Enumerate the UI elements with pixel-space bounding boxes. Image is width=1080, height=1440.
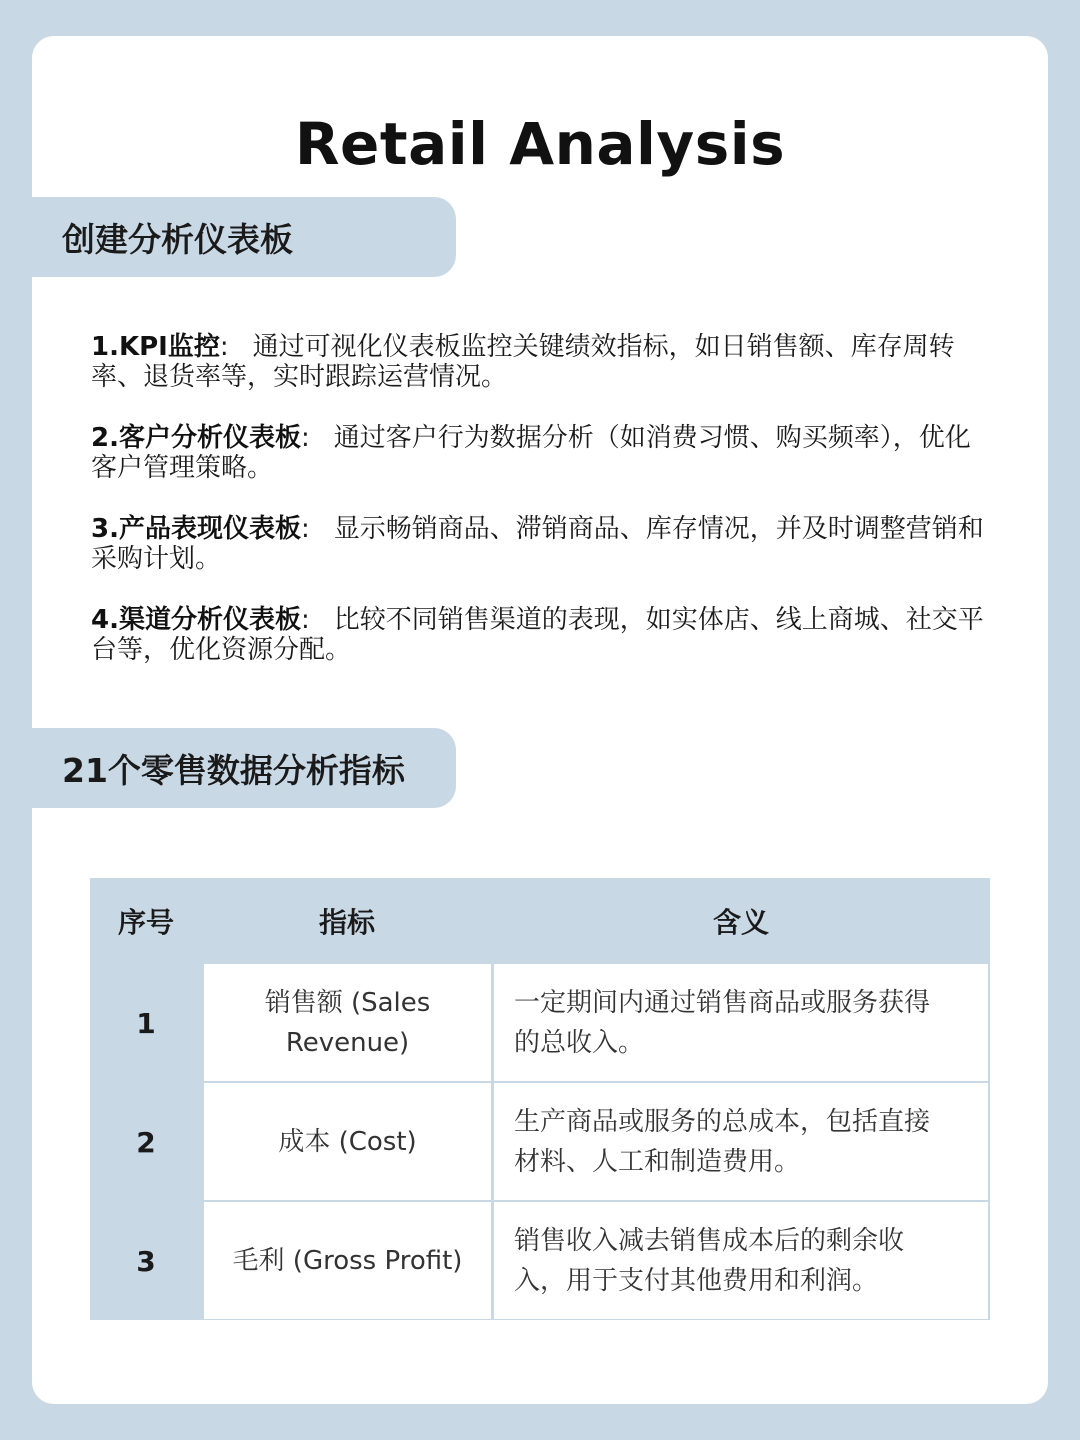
item-colon: : [300,423,310,453]
section-heading-metrics: 21个零售数据分析指标 [32,728,456,808]
meaning-cell: 销售收入减去销售成本后的剩余收入，用于支付其他费用和利润。 [494,1202,988,1319]
metric-cell: 毛利 (Gross Profit) [204,1202,491,1319]
dashboard-list [91,332,991,696]
metric-cell: 销售额 (Sales Revenue) [204,964,491,1081]
meaning-cell: 生产商品或服务的总成本，包括直接材料、人工和制造费用。 [494,1083,988,1200]
table-row [90,1202,990,1320]
list-item [91,605,991,665]
item-text: 显示畅销商品、滞销商品、库存情况，并及时调整营销和采购计划。 [91,514,984,574]
item-colon: : [300,514,310,544]
meaning-cell: 一定期间内通过销售商品或服务获得的总收入。 [494,964,988,1081]
list-item [91,514,991,574]
item-colon: : [219,332,229,362]
content-card [32,36,1048,1404]
column-header-no: 序号 [117,906,174,939]
list-item [91,423,991,483]
row-number: 2 [136,1125,156,1159]
item-lead: 2.客户分析仪表板 [91,423,301,453]
item-lead: 1.KPI监控 [91,332,220,362]
item-colon: : [300,605,310,635]
page-title: Retail Analysis [294,110,786,178]
column-header-metric: 指标 [318,906,375,939]
row-number: 1 [136,1006,156,1040]
item-text: 通过客户行为数据分析（如消费习惯、购买频率），优化客户管理策略。 [91,423,971,483]
item-text: 比较不同销售渠道的表现，如实体店、线上商城、社交平台等，优化资源分配。 [91,605,984,665]
item-lead: 3.产品表现仪表板 [91,514,301,544]
table-row [90,1083,990,1201]
item-lead: 4.渠道分析仪表板 [91,605,301,635]
column-header-meaning: 含义 [712,906,769,939]
list-item [91,332,991,392]
table-row [90,964,990,1082]
row-number: 3 [136,1244,156,1278]
item-text: 通过可视化仪表板监控关键绩效指标，如日销售额、库存周转率、退货率等，实时跟踪运营情况。 [91,332,955,392]
section-heading-dashboard: 创建分析仪表板 [32,197,456,277]
metric-cell: 成本 (Cost) [204,1083,491,1200]
metrics-table [90,878,990,1320]
